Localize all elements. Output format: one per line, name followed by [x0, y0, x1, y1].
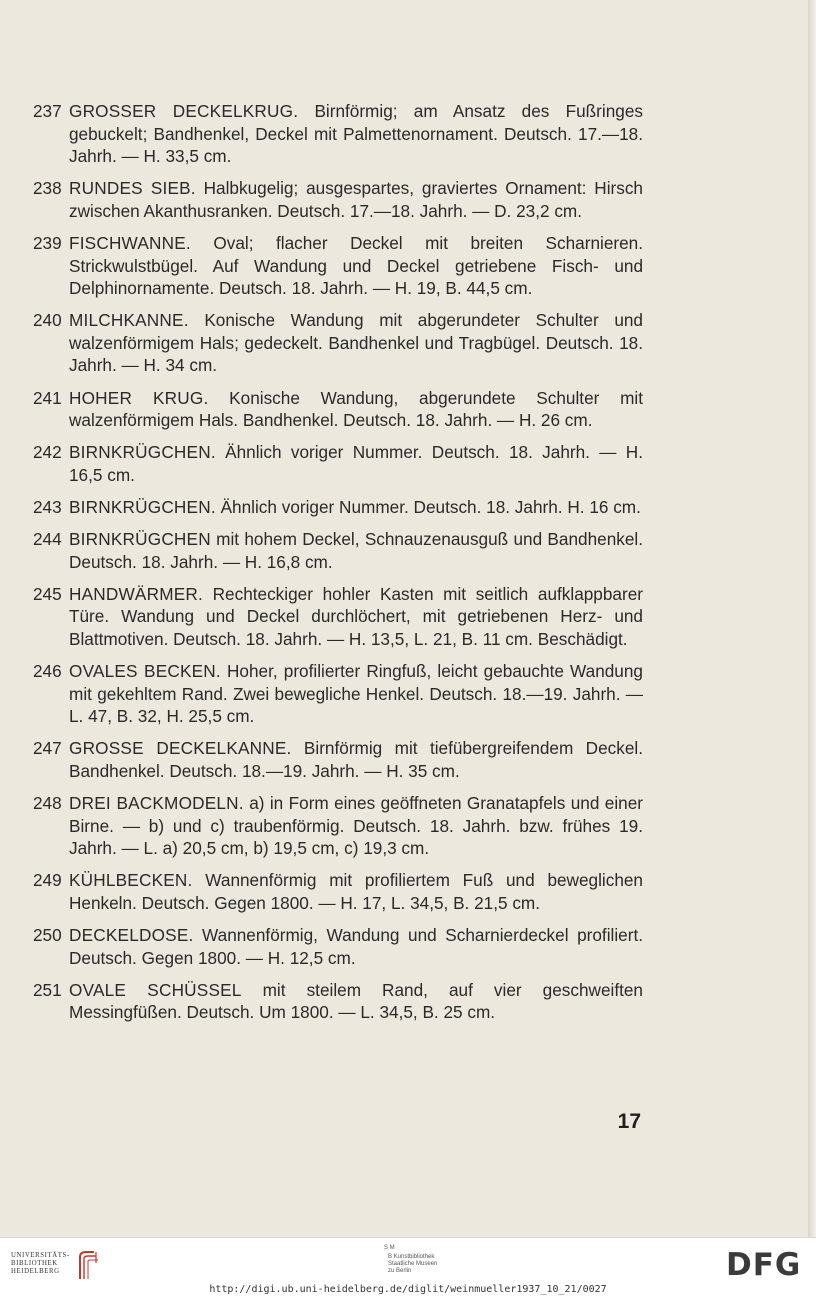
entry-body: [69, 869, 643, 914]
entry-description: a) in Form eines geöffneten Granatapfels und einer Birne. — b) und c) traubenförmig. Deutsch. 18. Jahrh. bzw. frühes 19. Jahrh. — L. a) 20,5 cm, b) 19,5 cm, c) 19,3 cm.: [69, 792, 644, 859]
entry-number: 241: [33, 387, 62, 408]
catalog-entry: [33, 660, 643, 728]
entry-number: 251: [33, 979, 62, 1000]
catalog-entry: [33, 528, 643, 573]
entry-number: 242: [33, 442, 62, 463]
entry-number: 237: [33, 101, 62, 121]
catalog-entry: [33, 387, 643, 432]
permalink-url[interactable]: http://digi.ub.uni-heidelberg.de/diglit/weinmueller1937_10_21/0027: [209, 1284, 607, 1295]
catalog-entry: [33, 924, 643, 969]
dfg-logo[interactable]: DFG: [726, 1247, 802, 1283]
entry-body: [69, 979, 643, 1024]
entry-description: Birnförmig; am Ansatz des Fußringes gebuckelt; Bandhenkel, Deckel mit Palmettenornament. Deutsch. 17.—18. Jahrh. — H. 33,5 cm.: [69, 101, 643, 167]
entry-title: GROSSER DECKELKRUG.: [69, 101, 299, 121]
entry-title: GROSSE DECKELKANNE.: [69, 738, 292, 759]
catalog-entry: [33, 232, 643, 300]
entry-title: KÜHLBECKEN.: [69, 870, 193, 891]
entry-body: [69, 177, 643, 222]
entry-title: OVALE SCHÜSSEL: [69, 979, 242, 1000]
catalog-entry: [33, 737, 643, 782]
entry-description: mit steilem Rand, auf vier geschweiften Messingfüßen. Deutsch. Um 1800. — L. 34,5, B. 25 cm.: [69, 979, 643, 1023]
library-name-line: Staatliche Museen: [388, 1261, 438, 1268]
catalog-entry: [33, 869, 643, 914]
entry-title: BIRNKRÜGCHEN: [69, 529, 211, 549]
library-name-line: zu Berlin: [388, 1268, 412, 1275]
catalog-list: [33, 100, 643, 1033]
university-name-line: BIBLIOTHEK: [11, 1260, 58, 1268]
entry-title: FISCHWANNE.: [69, 232, 191, 253]
entry-number: 239: [33, 232, 62, 253]
entry-number: 238: [33, 178, 62, 199]
entry-body: [69, 100, 643, 168]
entry-number: 250: [33, 924, 62, 945]
entry-description: Halbkugelig; ausgespartes, graviertes Ornament: Hirsch zwischen Akanthusranken. Deutsch. 17.—18. Jahrh. — D. 23,2 cm.: [69, 178, 643, 221]
entry-number: 244: [33, 529, 62, 549]
university-name: [11, 1252, 69, 1277]
entry-title: BIRNKRÜGCHEN.: [69, 442, 216, 463]
entry-description: Hoher, profilierter Ringfuß, leicht gebauchte Wandung mit gekehltem Rand. Zwei bewegliche Henkel. Deutsch. 18.—19. Jahrh. — L. 47, B. 32, H. 25,5 cm.: [69, 660, 643, 727]
entry-description: Konische Wandung mit abgerundeter Schulter und walzenförmigem Hals; gedeckelt. Bandhenkel und Tragbügel. Deutsch. 18. Jahrh. — H. 34 cm.: [69, 310, 643, 376]
entry-body: [69, 441, 643, 486]
entry-title: HANDWÄRMER.: [69, 583, 203, 604]
catalog-entry: [33, 100, 643, 168]
entry-description: Ähnlich voriger Nummer. Deutsch. 18. Jahrh. — H. 16,5 cm.: [69, 442, 643, 485]
footer-bar: [0, 1237, 816, 1298]
library-name-line: B Kunstbibliothek: [388, 1254, 435, 1260]
catalog-entry: [33, 792, 643, 860]
entry-title: MILCHKANNE.: [69, 310, 189, 331]
entry-body: [69, 660, 643, 728]
entry-body: [69, 496, 643, 519]
catalog-entry: [33, 309, 643, 377]
entry-body: [69, 583, 643, 651]
entry-description: Rechteckiger hohler Kasten mit seitlich aufklappbarer Türe. Wandung und Deckel durchlöchert, mit getriebenen Herz- und Blattmotiven. Deutsch. 18. Jahrh. — H. 13,5, L. 21, B. 11 cm. Beschädigt.: [69, 583, 643, 649]
catalog-entry: [33, 441, 643, 486]
entry-number: 249: [33, 870, 62, 891]
entry-number: 246: [33, 660, 62, 681]
entry-number: 245: [33, 583, 62, 604]
catalog-entry: [33, 979, 643, 1024]
entry-body: [69, 232, 643, 300]
university-name-line: HEIDELBERG: [11, 1268, 60, 1276]
catalog-entry: [33, 496, 643, 519]
university-name-line: UNIVERSITÄTS-: [11, 1252, 70, 1259]
entry-body: [69, 387, 643, 432]
entry-description: mit hohem Deckel, Schnauzenausguß und Bandhenkel. Deutsch. 18. Jahrh. — H. 16,8 cm.: [69, 529, 643, 572]
catalog-entry: [33, 177, 643, 222]
entry-description: Birnförmig mit tiefübergreifendem Deckel. Bandhenkel. Deutsch. 18.—19. Jahrh. — H. 35 cm.: [69, 738, 643, 781]
entry-body: [69, 737, 643, 782]
entry-number: 247: [33, 738, 62, 759]
entry-number: 243: [33, 496, 62, 517]
entry-title: HOHER KRUG.: [69, 387, 209, 408]
entry-title: DREI BACKMODELN.: [69, 792, 244, 813]
university-crest-icon: [74, 1249, 108, 1283]
entry-description: Wannenförmig, Wandung und Scharnierdeckel profiliert. Deutsch. Gegen 1800. — H. 12,5 cm.: [69, 924, 643, 968]
entry-body: [69, 792, 643, 860]
library-mark: S M: [384, 1245, 395, 1251]
page-edge: [808, 0, 816, 1237]
library-name: [388, 1254, 437, 1276]
entry-description: Oval; flacher Deckel mit breiten Scharnieren. Strickwulstbügel. Auf Wandung und Deckel getriebene Fisch- und Delphinornamente. Deutsch. 18. Jahrh. — H. 19, B. 44,5 cm.: [69, 232, 643, 299]
entry-title: BIRNKRÜGCHEN.: [69, 496, 216, 517]
entry-body: [69, 309, 643, 377]
entry-description: Ähnlich voriger Nummer. Deutsch. 18. Jahrh. H. 16 cm.: [220, 496, 641, 517]
entry-title: OVALES BECKEN.: [69, 660, 221, 681]
entry-body: [69, 924, 643, 969]
entry-description: Wannenförmig mit profiliertem Fuß und beweglichen Henkeln. Deutsch. Gegen 1800. — H. 17, L. 34,5, B. 21,5 cm.: [69, 870, 643, 913]
entry-description: Konische Wandung, abgerundete Schulter mit walzenförmigem Hals. Bandhenkel. Deutsch. 18. Jahrh. — H. 26 cm.: [69, 387, 643, 431]
entry-title: DECKELDOSE.: [69, 924, 194, 945]
entry-title: RUNDES SIEB.: [69, 178, 196, 199]
entry-number: 248: [33, 792, 62, 813]
page-number: 17: [617, 1110, 641, 1133]
catalog-entry: [33, 583, 643, 651]
entry-number: 240: [33, 310, 62, 331]
kunstbibliothek-logo[interactable]: [374, 1245, 484, 1279]
entry-body: [69, 528, 643, 573]
